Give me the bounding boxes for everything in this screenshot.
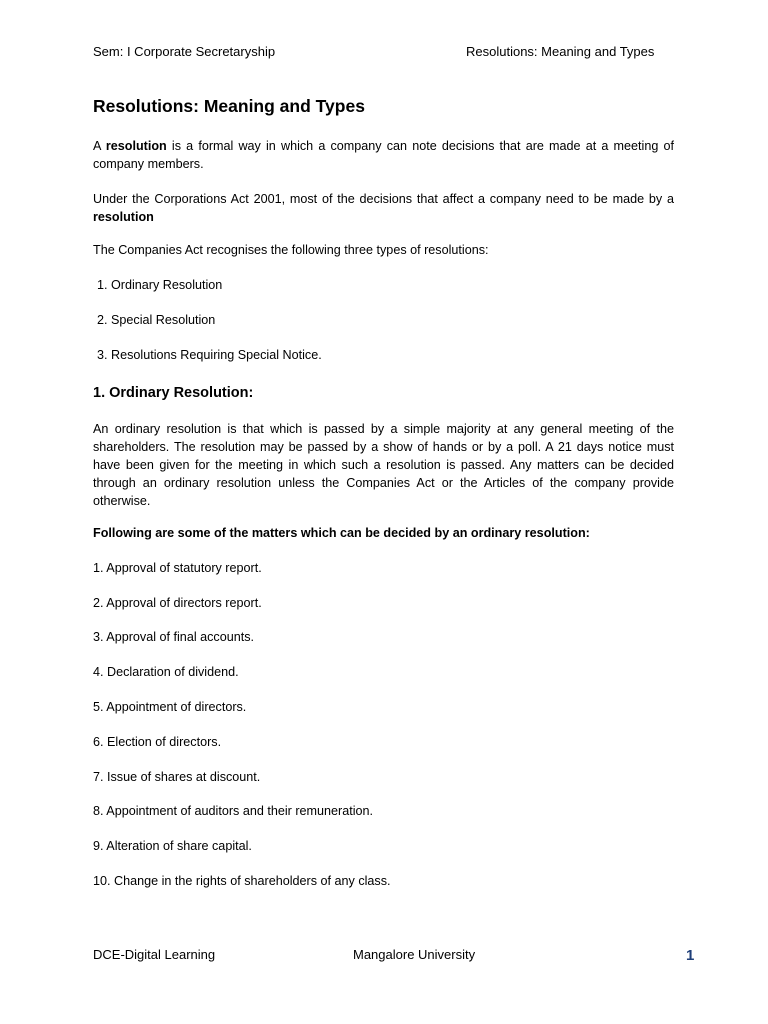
list-intro: Following are some of the matters which can be decided by an ordinary resolution: [93, 526, 590, 540]
list-item: 10. Change in the rights of shareholders of any class. [93, 874, 391, 888]
header-course: Sem: I Corporate Secretaryship [93, 44, 276, 59]
list-item: 5. Appointment of directors. [93, 700, 247, 714]
header-topic: Resolutions: Meaning and Types [466, 44, 655, 59]
footer-left: DCE-Digital Learning [93, 947, 216, 962]
list-item: 8. Appointment of auditors and their remuneration. [93, 804, 374, 818]
intro-p1-rest: is a formal way in which a company can note decisions that are made at a meeting of company members. [93, 139, 674, 171]
list-item: 3. Approval of final accounts. [93, 630, 255, 644]
page-title: Resolutions: Meaning and Types [93, 96, 365, 116]
list-item: 9. Alteration of share capital. [93, 839, 252, 853]
type-item: 2. Special Resolution [97, 313, 216, 327]
type-item: 3. Resolutions Requiring Special Notice. [97, 348, 322, 362]
intro-p2-term: resolution [93, 210, 154, 224]
intro-p1-prefix: A [93, 139, 106, 153]
list-item: 1. Approval of statutory report. [93, 561, 262, 575]
intro-p2-text: Under the Corporations Act 2001, most of the decisions that affect a company need to be made by a [93, 192, 674, 206]
intro-p1-term: resolution [105, 139, 167, 153]
footer-center: Mangalore University [353, 947, 476, 962]
page-number: 1 [686, 947, 695, 964]
intro-paragraph-1 [93, 137, 674, 173]
intro-paragraph-3: The Companies Act recognises the following three types of resolutions: [93, 243, 489, 257]
list-item: 4. Declaration of dividend. [93, 665, 239, 679]
section-heading: 1. Ordinary Resolution: [93, 385, 254, 401]
section-body: An ordinary resolution is that which is passed by a simple majority at any general meeting of the shareholders. The resolution may be passed by a show of hands or by a poll. A 21 days notice must have been given for the meeting in which such a resolution is passed. Any matters can be decided through an ordinary resolution unless the Companies Act or the Articles of the company provide otherwise. [93, 422, 674, 508]
type-item: 1. Ordinary Resolution [97, 278, 223, 292]
list-item: 2. Approval of directors report. [93, 596, 262, 610]
list-item: 7. Issue of shares at discount. [93, 770, 261, 784]
intro-paragraph-2 [93, 190, 674, 226]
list-item: 6. Election of directors. [93, 735, 222, 749]
